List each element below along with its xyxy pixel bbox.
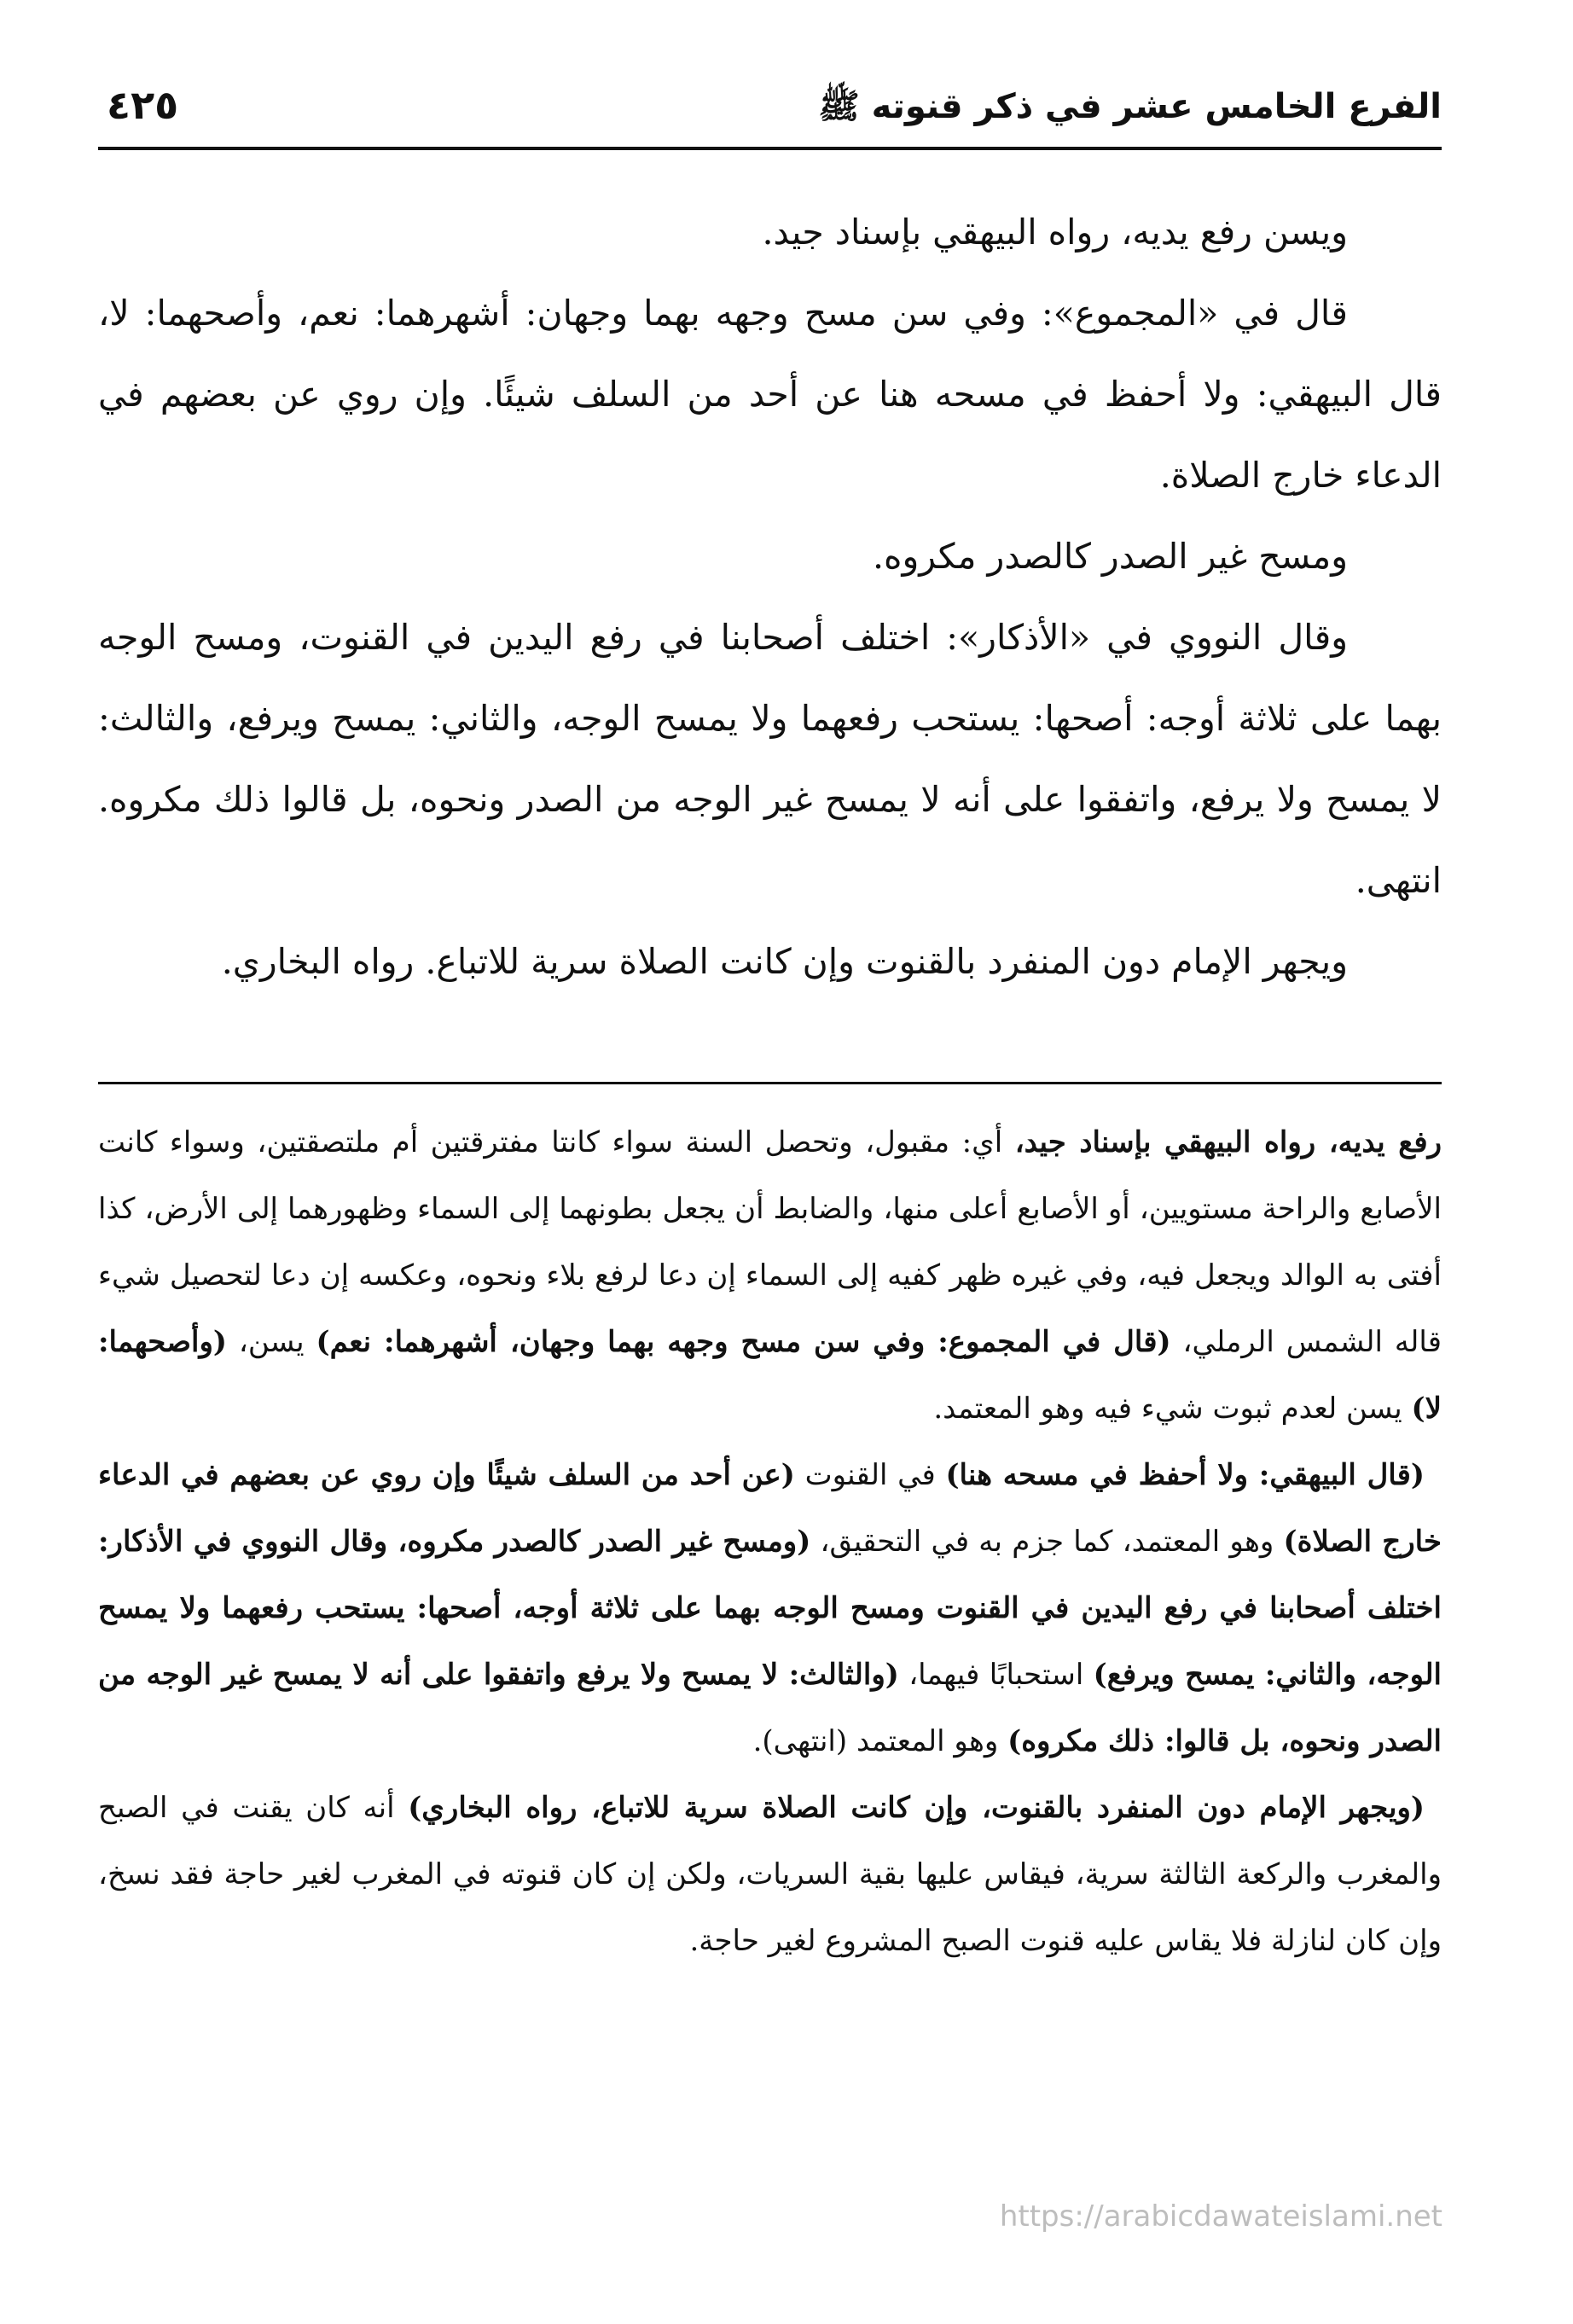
main-paragraph-1: ويسن رفع يديه، رواه البيهقي بإسناد جيد.	[762, 212, 1348, 253]
page-number: ٤٢٥	[107, 82, 179, 128]
main-paragraph-4: وقال النووي في «الأذكار»: اختلف أصحابنا في رفع اليدين في القنوت، ومسح الوجه بهما على ثلاثة أوجه: أصحها: يستحب رفعهما ولا يمسح الوجه، والثاني: يمسح ويرفع، والثالث: لا يمسح ولا يرفع، واتفقوا على أنه لا يمسح غير الوجه من الصدر ونحوه، بل قالوا ذلك مكروه. انتهى.	[98, 617, 1442, 901]
quoted-text: (قال البيهقي: ولا أحفظ في مسحه هنا)	[945, 1458, 1425, 1492]
quoted-text: رفع يديه، رواه البيهقي بإسناد جيد،	[1014, 1125, 1442, 1159]
quoted-text: (عن أحد من السلف شيئًا وإن روي عن بعضهم في الدعاء خارج الصلاة)	[98, 1458, 1442, 1559]
quoted-text: (والثالث: لا يمسح ولا يرفع واتفقوا على أنه لا يمسح غير الوجه من الصدر ونحوه، بل قالوا: ذلك مكروه)	[98, 1658, 1442, 1758]
commentary-text: أنه كان يقنت في الصبح والمغرب والركعة الثالثة سرية، فيقاس عليها بقية السريات، ولكن إن كان قنوته في المغرب لغير حاجة فقد نسخ، وإن كان لنازلة فلا يقاس عليه قنوت الصبح المشروع لغير حاجة.	[98, 1791, 1442, 1958]
header-title: الفرع الخامس عشر في ذكر قنوته ﷺ	[818, 87, 1442, 126]
commentary	[98, 1109, 1442, 1974]
commentary-text: يسن لعدم ثبوت شيء فيه وهو المعتمد.	[933, 1391, 1412, 1426]
commentary-paragraph-3	[98, 1775, 1442, 1974]
main-paragraph-5: ويجهر الإمام دون المنفرد بالقنوت وإن كانت الصلاة سرية للاتباع. رواه البخاري.	[221, 941, 1348, 982]
quoted-text: (ومسح غير الصدر كالصدر مكروه، وقال النووي في الأذكار: اختلف أصحابنا في رفع اليدين في القنوت ومسح الوجه بهما على ثلاثة أوجه، أصحها: يستحب رفعهما ولا يمسح الوجه، والثاني: يمسح ويرفع)	[98, 1525, 1442, 1692]
main-text	[98, 192, 1442, 1002]
commentary-text: أي: مقبول، وتحصل السنة سواء كانتا مفترقتين أم ملتصقتين، وسواء كانت الأصابع والراحة مستويين، أو الأصابع أعلى منها، والضابط أن يجعل بطونهما إلى السماء وظهورهما إلى الأرض، كذا أفتى به الوالد ويجعل فيه، وفي غيره ظهر كفيه إلى السماء إن دعا لرفع بلاء ونحوه، وعكسه إن دعا لتحصيل شيء قاله الشمس الرملي،	[98, 1125, 1442, 1359]
running-header	[98, 78, 1442, 150]
commentary-text: وهو المعتمد، كما جزم به في التحقيق،	[810, 1525, 1284, 1559]
commentary-paragraph-1	[98, 1109, 1442, 1442]
commentary-text: يسن،	[227, 1325, 316, 1359]
main-paragraph-3: ومسح غير الصدر كالصدر مكروه.	[872, 536, 1348, 577]
commentary-text: في القنوت	[794, 1458, 946, 1492]
quoted-text: (وأصحهما: لا)	[98, 1325, 1442, 1426]
quoted-text: (ويجهر الإمام دون المنفرد بالقنوت، وإن كانت الصلاة سرية للاتباع، رواه البخاري)	[408, 1791, 1425, 1825]
watermark-url: https://arabicdawateislami.net	[999, 2199, 1442, 2234]
commentary-text: استحبابًا فيهما،	[898, 1658, 1094, 1692]
commentary-text: وهو المعتمد	[847, 1724, 1008, 1758]
main-paragraph-2: قال في «المجموع»: وفي سن مسح وجهه بهما وجهان: أشهرهما: نعم، وأصحهما: لا، قال البيهقي: ولا أحفظ في مسحه هنا عن أحد من السلف شيئًا. وإن روي عن بعضهم في الدعاء خارج الصلاة.	[98, 293, 1442, 496]
commentary-paragraph-2	[98, 1442, 1442, 1775]
commentary-text: (انتهى).	[752, 1724, 848, 1758]
footnote-divider	[98, 1082, 1442, 1084]
quoted-text: (قال في المجموع: وفي سن مسح وجهه بهما وجهان، أشهرهما: نعم)	[316, 1325, 1171, 1359]
